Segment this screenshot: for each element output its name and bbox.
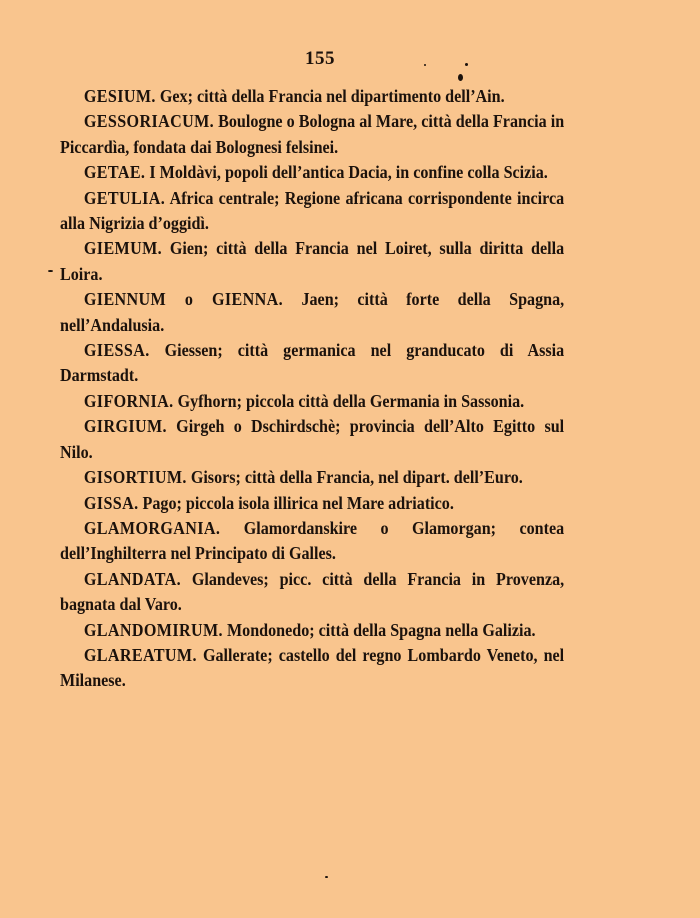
entry-headword: GLANDATA. [83,568,182,589]
entry-headword: GIENNUM o GIENNA. [83,289,284,310]
entry-headword: GISSA. [83,492,139,513]
entry-headword: GIFORNIA. [83,390,174,411]
entry [60,160,564,185]
ink-speck [458,74,463,81]
entry-text: I Moldàvi, popoli dell’antica Dacia, in confine colla Scizia. [149,162,548,183]
entry [60,236,564,287]
ink-speck [48,270,53,272]
entry-headword: GETULIA. [83,187,166,208]
entry-text: Glamordanskire o Glamorgan; contea dell’Inghilterra nel Principato di Galles. [60,517,565,564]
entry [60,109,564,160]
entry [60,465,564,490]
entry [60,643,564,694]
entry-headword: GISORTIUM. [83,467,187,488]
entry-text: Giessen; città germanica nel granducato di Assia Darmstadt. [60,340,565,386]
entry [60,287,564,338]
entry-text: Mondonedo; città della Spagna nella Galizia. [226,619,536,640]
ink-speck [424,64,426,66]
entry-headword: GLAMORGANIA. [83,517,221,538]
entry [60,491,564,516]
entry [60,567,564,618]
ink-speck [465,63,468,66]
entry-text: Girgeh o Dschirdschè; provincia dell’Alto Egitto sul Nilo. [60,416,565,462]
entry [60,618,564,643]
entry-text: Glandeves; picc. città della Francia in Provenza, bagnata dal Varo. [60,568,565,615]
entry-headword: GLANDOMIRUM. [83,619,223,640]
entry [60,389,564,414]
entry-text: Gyfhorn; piccola città della Germania in Sassonia. [177,390,525,411]
entry-headword: GIRGIUM. [83,416,167,437]
entry-headword: GIESSA. [83,340,150,361]
entry [60,84,564,109]
entry-text: Gien; città della Francia nel Loiret, sulla diritta della Loira. [60,238,565,284]
page-number: 155 [305,48,335,69]
entry-headword: GESIUM. [83,86,156,106]
entry [60,338,564,389]
entry [60,516,564,567]
dictionary-entries [60,84,564,694]
entry-text: Boulogne o Bologna al Mare, città della Francia in Piccardìa, fondata dai Bolognesi felsinei. [60,111,565,157]
entry [60,186,564,237]
entry-headword: GIEMUM. [83,238,163,259]
entry-text: Gallerate; castello del regno Lombardo Veneto, nel Milanese. [60,644,565,691]
entry-text: Pago; piccola isola illirica nel Mare adriatico. [142,492,454,513]
entry-headword: GLAREATUM. [83,644,197,665]
entry-headword: GESSORIACUM. [83,111,215,132]
entry-text: Gisors; città della Francia, nel dipart. dell’Euro. [190,467,523,488]
entry-headword: GETAE. [83,162,146,183]
ink-speck [325,876,328,878]
entry-text: Jaen; città forte della Spagna, nell’Andalusia. [60,289,565,335]
entry-text: Africa centrale; Regione africana corrispondente incirca alla Nigrizia d’oggidì. [60,187,565,234]
entry [60,414,564,465]
entry-text: Gex; città della Francia nel dipartimento dell’Ain. [159,86,505,106]
